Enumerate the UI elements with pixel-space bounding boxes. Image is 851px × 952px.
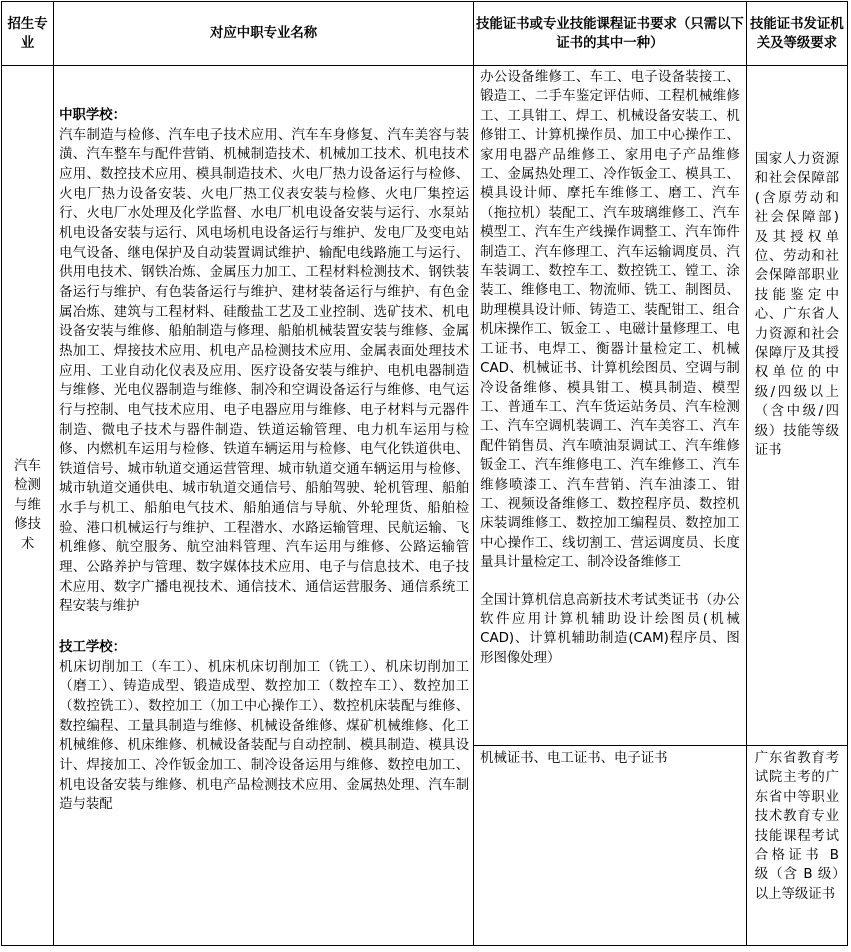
technical-school-majors: 机床切削加工（车工）、机床机床切削加工（铣工）、机床切削加工（磨工）、铸造成型、锻造成型、数控加工（数控车工）、数控加工（数控铣工）、数控加工（加工中心操作工）、数控机床装配与维修、数控编程、工量具制造与维修、机械设备维修、煤矿机械维修、化工机械维修、机床维修、机械设备装配与自动控制、模具制造、模具设计、焊接加工、冷作钣金加工、制冷设备运用与维修、数控电加工、机电设备安装与维修、机电产品检测技术应用、金属热处理、汽车制造与装配 <box>59 659 470 813</box>
requirements-table <box>1 1 848 946</box>
vocational-school-majors: 汽车制造与检修、汽车电子技术应用、汽车车身修复、汽车美容与装潢、汽车整车与配件营销、机械制造技术、机械加工技术、机电技术应用、数控技术应用、模具制造技术、火电厂热力设备运行与检修、火电厂热力设备安装、火电厂热工仪表安装与检修、火电厂集控运行、火电厂水处理及化学监督、水电厂机电设备安装与运行、水泵站机电设备安装与运行、风电场机电设备运行与维护、发电厂及变电站电气设备、继电保护及自动装置调试维护、输配电线路施工与运行、供用电技术、钢铁冶炼、金属压力加工、工程材料检测技术、钢铁装备运行与维护、有色装备运行与维护、建材装备运行与维护、有色金属冶炼、建筑与工程材料、硅酸盐工艺及工业控制、选矿技术、机电设备安装与维修、船舶制造与修理、船舶机械装置安装与维修、金属热加工、焊接技术应用、机电产品检测技术应用、金属表面处理技术应用、工业自动化仪表及应用、医疗设备安装与维护、电机电器制造与维修、光电仪器制造与维修、制冷和空调设备运行与维修、电气运行与控制、电气技术应用、电子电器应用与维修、电子材料与元器件制造、微电子技术与器件制造、铁道运输管理、电力机车运用与检修、内燃机车运用与检修、铁道车辆运用与检修、电气化铁道供电、铁道信号、城市轨道交通运营管理、城市轨道交通车辆运用与检修、城市轨道交通供电、城市轨道交通信号、船舶驾驶、轮机管理、船舶水手与机工、船舶电气技术、船舶通信与导航、外轮理货、船舶检验、港口机械运行与维护、工程潜水、水路运输管理、民航运输、飞机维修、航空服务、航空油料管理、汽车运用与维修、公路运输管理、公路养护与管理、数字媒体技术应用、电子与信息技术、电子技术应用、数字广播电视技术、通信技术、通信运营服务、通信系统工程安装与维护 <box>59 127 470 615</box>
spacer <box>480 573 740 591</box>
vocational-school-label: 中职学校： <box>59 108 127 123</box>
issuing-body-2: 广东省教育考试院主考的广东省中等职业技术教育专业技能课程考试合格证书 B 级（含 B 级）以上等级证书 <box>746 746 847 946</box>
secondary-majors-cell <box>54 66 474 946</box>
header-secondary-majors: 对应中职专业名称 <box>54 2 474 66</box>
major-name: 汽车检测与维修技术 <box>2 66 54 946</box>
cert-list-1: 办公设备维修工、车工、电子设备装接工、锻造工、二手车鉴定评估师、工程机械维修工、工具钳工、焊工、机械设备安装工、机修钳工、计算机操作员、加工中心操作工、家用电器产品维修工、家用电子产品维修工、金属热处理工、冷作钣金工、模具工、模具设计师、摩托车维修工、磨工、汽车（拖拉机）装配工、汽车玻璃维修工、汽车模型工、汽车生产线操作调整工、汽车饰件制造工、汽车修理工、汽车运输调度员、汽车装调工、数控车工、数控铣工、镗工、涂装工、维修电工、物流师、铣工、制图员、助理模具设计师、铸造工、装配钳工、组合机床操作工、钣金工 、电磁计量修理工、电工证书、电焊工、衡器计量检定工、机械 CAD、机械证书、计算机绘图员、空调与制冷设备维修、模具钳工、模具制造、模型工、普通车工、汽车货运站务员、汽车检测工、汽车空调机装调工、汽车美容工、汽车配件销售员、汽车喷油泵调试工、汽车维修钣金工、汽车维修电工、汽车维修工、汽车维修喷漆工、汽车营销、汽车油漆工、钳工、视频设备维修工、数控程序员、数控机床装调维修工、数控加工编程员、数控加工中心操作工、线切割工、营运调度员、长度量具计量检定工、制冷设备维修工 <box>480 70 740 571</box>
table-row <box>2 66 848 746</box>
header-row <box>2 2 848 66</box>
cert-list-2: 全国计算机信息高新技术考试类证书（办公软件应用计算机辅助设计绘图员(机械 CAD)、计算机辅助制造(CAM)程序员、图形图像处理） <box>480 592 740 666</box>
header-cert-requirements: 技能证书或专业技能课程证书要求（只需以下证书的其中一种） <box>474 2 747 66</box>
cert-requirements-cell <box>474 66 747 746</box>
cert-requirements-2: 机械证书、电工证书、电子证书 <box>474 746 747 946</box>
issuing-body-1: 国家人力资源和社会保障部(含原劳动和社会保障部)及其授权单位、劳动和社会保障部职业技能鉴定中心、广东省人力资源和社会保障厅及其授权单位的中级/四级以上（含中级/四级）技能等级证书 <box>746 66 847 746</box>
header-issuing-body: 技能证书发证机关及等级要求 <box>746 2 847 66</box>
technical-school-label: 技工学校： <box>59 640 127 656</box>
spacer <box>59 617 469 638</box>
header-major: 招生专业 <box>2 2 54 66</box>
